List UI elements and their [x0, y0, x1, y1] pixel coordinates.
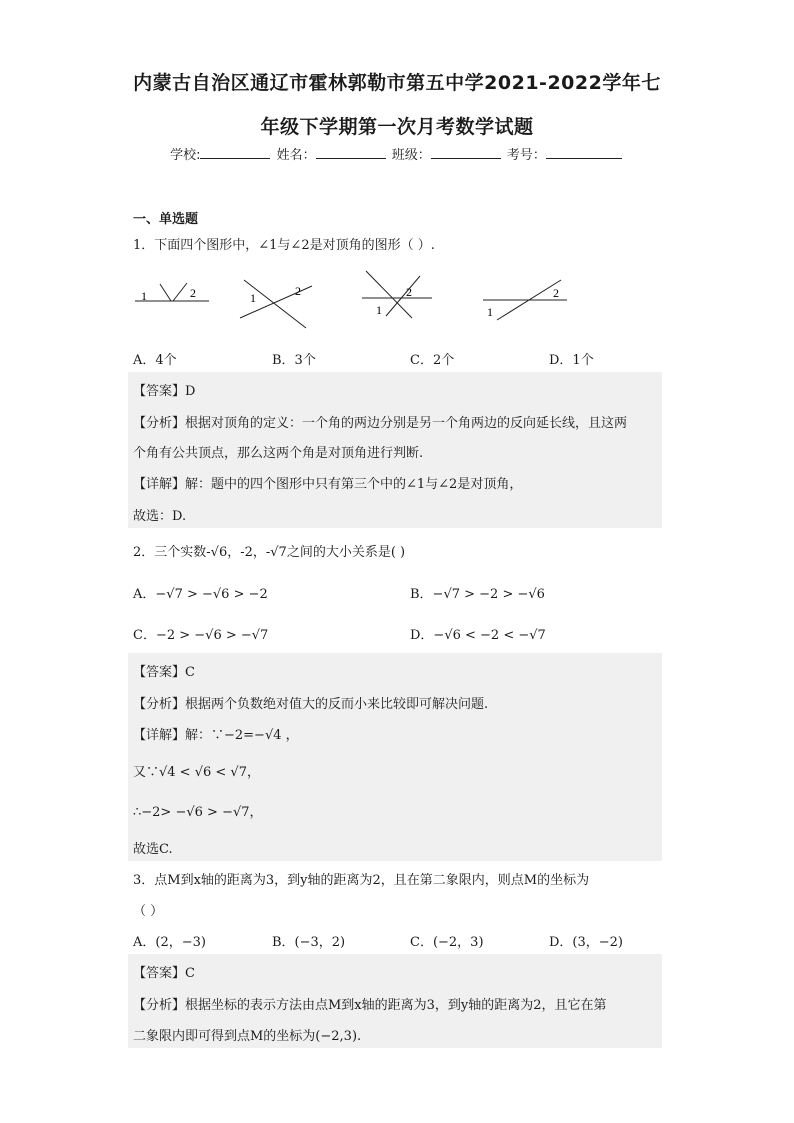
student-info-row [0, 144, 794, 163]
q2-option-b: B．−√7 > −2 > −√6 [410, 587, 545, 602]
q3-analysis-line-1: 【分析】根据坐标的表示方法由点M到x轴的距离为3，到y轴的距离为2，且它在第 [133, 998, 607, 1013]
q1-fig2-label-2: 2 [295, 284, 301, 298]
q2-solution-block [128, 653, 662, 861]
q2-option-a: A．−√7 > −√6 > −2 [133, 587, 268, 602]
q1-figure-4 [483, 278, 573, 323]
q2-option-d: D．−√6 < −2 < −√7 [410, 628, 546, 643]
q3-option-d: D．(3，−2) [549, 935, 624, 950]
q1-analysis-line-2: 个角有公共顶点，那么这两个角是对顶角进行判断. [133, 446, 424, 461]
q1-fig3-label-1: 1 [376, 303, 382, 317]
q3-stem-line-2: （ ） [133, 904, 164, 919]
q2-option-c: C．−2 > −√6 > −√7 [133, 628, 269, 643]
school-label: 学校: [170, 148, 201, 163]
q2-conclusion: 故选C. [133, 842, 173, 857]
q3-stem-line-1: 3．点M到x轴的距离为3，到y轴的距离为2，且在第二象限内，则点M的坐标为 [133, 873, 590, 888]
class-label: 班级： [391, 148, 431, 163]
q1-answer: 【答案】D [133, 384, 196, 399]
q1-detail: 【详解】解：题中的四个图形中只有第三个中的∠1与∠2是对顶角， [133, 477, 523, 492]
exam-number-label: 考号： [506, 148, 546, 163]
q1-figure-1 [135, 278, 215, 308]
q1-option-a: A．4个 [133, 353, 177, 368]
name-blank [316, 146, 386, 159]
q3-option-a: A．(2，−3) [133, 935, 206, 950]
exam-number-blank [546, 146, 622, 159]
q3-analysis-line-2: 二象限内即可得到点M的坐标为(−2,3). [133, 1029, 362, 1044]
q2-answer: 【答案】C [133, 665, 195, 680]
q3-option-b: B．(−3，2) [272, 935, 346, 950]
q1-fig1-label-2: 2 [190, 286, 196, 300]
q1-option-b: B．3个 [272, 353, 316, 368]
q1-conclusion: 故选：D. [133, 509, 187, 524]
q3-option-c: C．(−2，3) [410, 935, 484, 950]
q2-stem: 2．三个实数-√6，-2，-√7之间的大小关系是( ) [133, 545, 406, 560]
section-heading: 一、单选题 [133, 212, 199, 227]
q2-detail: 【详解】解：∵−2=−√4 ， [133, 728, 299, 743]
q1-figure-3 [362, 268, 442, 323]
title-line-2: 年级下学期第一次月考数学试题 [260, 116, 534, 138]
q1-fig1-label-1: 1 [141, 289, 147, 303]
name-label: 姓名： [276, 148, 316, 163]
q1-fig2-label-1: 1 [250, 291, 256, 305]
q3-answer: 【答案】C [133, 966, 195, 981]
q1-stem: 1．下面四个图形中，∠1与∠2是对顶角的图形（ ）. [133, 238, 435, 253]
q1-option-d: D．1个 [549, 353, 594, 368]
q1-fig4-label-2: 2 [553, 286, 559, 300]
q1-analysis-line-1: 【分析】根据对顶角的定义：一个角的两边分别是另一个角两边的反向延长线，且这两 [133, 416, 628, 431]
q1-fig4-label-1: 1 [487, 305, 493, 319]
q2-analysis: 【分析】根据两个负数绝对值大的反而小来比较即可解决问题. [133, 697, 489, 712]
class-blank [431, 146, 501, 159]
title-line-1: 内蒙古自治区通辽市霍林郭勒市第五中学2021-2022学年七 [133, 72, 661, 94]
q1-option-c: C．2个 [410, 353, 455, 368]
q1-figure-2 [240, 270, 320, 330]
q2-step-2: ∴−2> −√6 > −√7， [133, 805, 263, 820]
school-blank [200, 146, 270, 159]
q1-fig3-label-2: 2 [406, 285, 412, 299]
q2-step-1: 又∵√4 < √6 < √7， [133, 765, 260, 780]
